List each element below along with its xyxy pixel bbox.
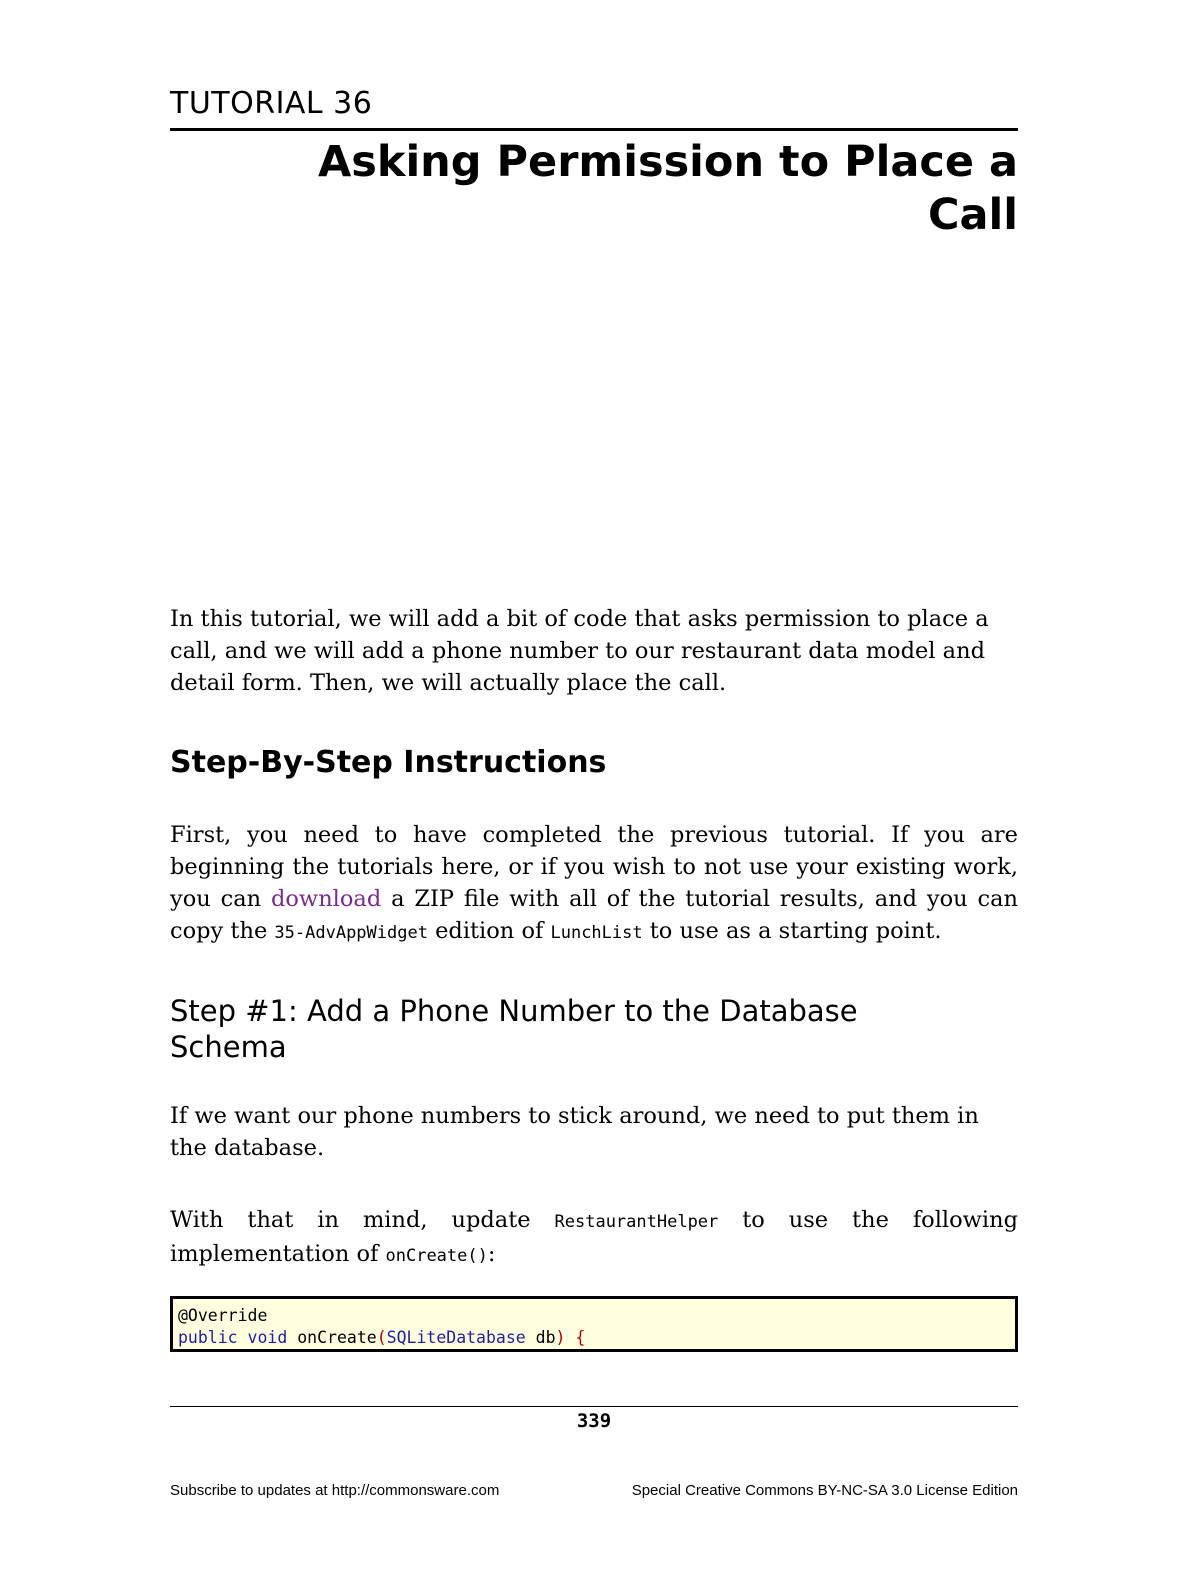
para-text: to use the following implementation of [170, 1207, 1019, 1267]
para-text: First, you need to have completed the previous tutorial. If you are beginning the tutorials here, or if you wish to not use your existing work, you can [170, 822, 1018, 912]
para-text: : [487, 1241, 496, 1267]
page-number: 339 [576, 1410, 612, 1432]
inline-code: RestaurantHelper [554, 1212, 719, 1232]
footer-subscribe-text: Subscribe to updates at http://commonsware.com [170, 1482, 500, 1499]
intro-paragraph: In this tutorial, we will add a bit of code that asks permission to place a call, and we will add a phone number to our restaurant data model and detail form. Then, we will actually place the call. [170, 606, 989, 696]
para-text: edition of [427, 918, 551, 944]
code-type: SQLiteDatabase [386, 1328, 526, 1347]
code-block [170, 1296, 1018, 1352]
code-keyword: void [247, 1328, 288, 1347]
step1-paragraph: If we want our phone numbers to stick around, we need to put them in the database. [170, 1103, 979, 1161]
chapter-label: TUTORIAL 36 [170, 86, 373, 121]
inline-code: onCreate() [385, 1246, 488, 1266]
inline-code: LunchList [550, 923, 643, 943]
code-paren: ) [555, 1328, 566, 1347]
para-text: to use as a starting point. [642, 918, 942, 944]
para-text: With that in mind, update [170, 1207, 555, 1233]
chapter-title-line1: Asking Permission to Place a [317, 137, 1018, 187]
code-annotation: @Override [178, 1306, 268, 1325]
step1-heading: Step #1: Add a Phone Number to the Database Schema [170, 994, 858, 1064]
footer-rule [170, 1406, 1018, 1407]
code-brace: { [575, 1328, 586, 1347]
code-keyword: public [178, 1328, 238, 1347]
document-page [170, 0, 1018, 1586]
chapter-title-line2: Call [927, 190, 1018, 240]
footer-license-text: Special Creative Commons BY-NC-SA 3.0 License Edition [631, 1482, 1018, 1499]
code-content [173, 1299, 1015, 1349]
inline-code: 35-AdvAppWidget [274, 923, 428, 943]
code-method: onCreate [297, 1328, 377, 1347]
code-paren: ( [376, 1328, 387, 1347]
para-text: a ZIP file with all of the tutorial results, and you can copy the [170, 886, 1018, 944]
step1-instruction [170, 1204, 1018, 1272]
section-heading: Step-By-Step Instructions [170, 745, 607, 780]
code-param: db [535, 1328, 556, 1347]
prerequisite-paragraph [170, 819, 1018, 949]
download-link[interactable]: download [270, 886, 382, 912]
chapter-rule [170, 128, 1018, 131]
chapter-title [218, 136, 1018, 242]
